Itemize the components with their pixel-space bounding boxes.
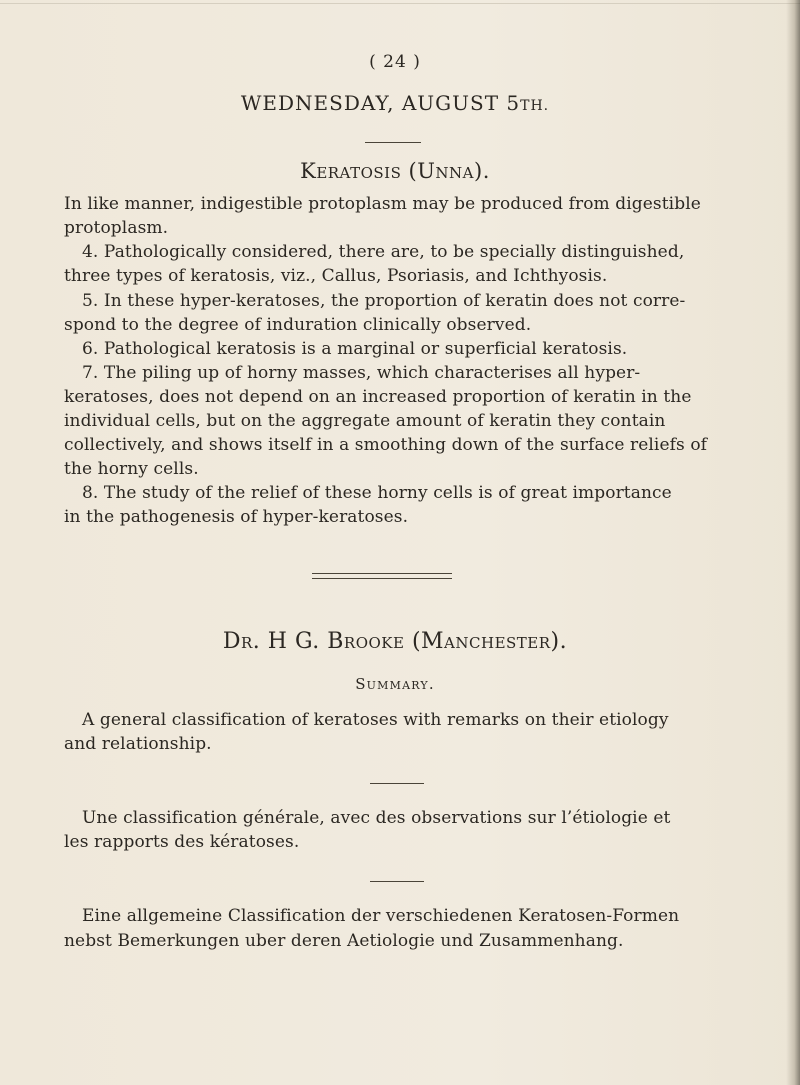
german-summary-line: Eine allgemeine Classification der verschiedenen Keratosen-Formen (82, 906, 680, 926)
body-line: protoplasm. (64, 218, 169, 238)
short-rule (370, 783, 424, 784)
body-line: the horny cells. (64, 459, 199, 479)
body-line: three types of keratosis, viz., Callus, Psoriasis, and Ichthyosis. (64, 266, 608, 286)
section-title-brooke: Dr. H G. Brooke (Manchester). (222, 629, 568, 654)
body-line: In like manner, indigestible protoplasm may be produced from digestible (64, 194, 701, 214)
short-rule (365, 142, 421, 143)
section-title-keratosis: Keratosis (Unna). (300, 159, 490, 183)
english-summary-line: and relationship. (64, 734, 212, 754)
date-main: WEDNESDAY, AUGUST 5 (240, 91, 521, 115)
body-line: 5. In these hyper-keratoses, the proportion of keratin does not corre- (82, 291, 686, 311)
german-summary-line: nebst Bemerkungen uber deren Aetiologie und Zusammenhang. (64, 931, 624, 951)
body-line: in the pathogenesis of hyper-keratoses. (64, 507, 409, 527)
body-line: individual cells, but on the aggregate amount of keratin they contain (64, 411, 666, 431)
body-line: 7. The piling up of horny masses, which characterises all hyper- (82, 363, 641, 383)
body-line: 4. Pathologically considered, there are, to be specially distinguished, (82, 242, 685, 262)
summary-label: Summary. (355, 675, 435, 693)
body-line: collectively, and shows itself in a smoothing down of the surface reliefs of (64, 435, 708, 455)
french-summary-line: Une classification générale, avec des observations sur l’étiologie et (82, 808, 671, 828)
page-number: ( 24 ) (369, 52, 421, 72)
body-line: 6. Pathological keratosis is a marginal or superficial keratosis. (82, 339, 628, 359)
english-summary-line: A general classification of keratoses with remarks on their etiology (82, 710, 669, 730)
top-border-line (0, 3, 800, 4)
body-line: spond to the degree of induration clinically observed. (64, 315, 532, 335)
date-suffix: TH. (520, 98, 550, 114)
date-heading (0, 93, 790, 113)
body-line: 8. The study of the relief of these horny cells is of great importance (82, 483, 672, 503)
short-rule (370, 881, 424, 882)
french-summary-line: les rapports des kératoses. (64, 832, 300, 852)
body-line: keratoses, does not depend on an increased proportion of keratin in the (64, 387, 692, 407)
section-divider (312, 573, 452, 579)
